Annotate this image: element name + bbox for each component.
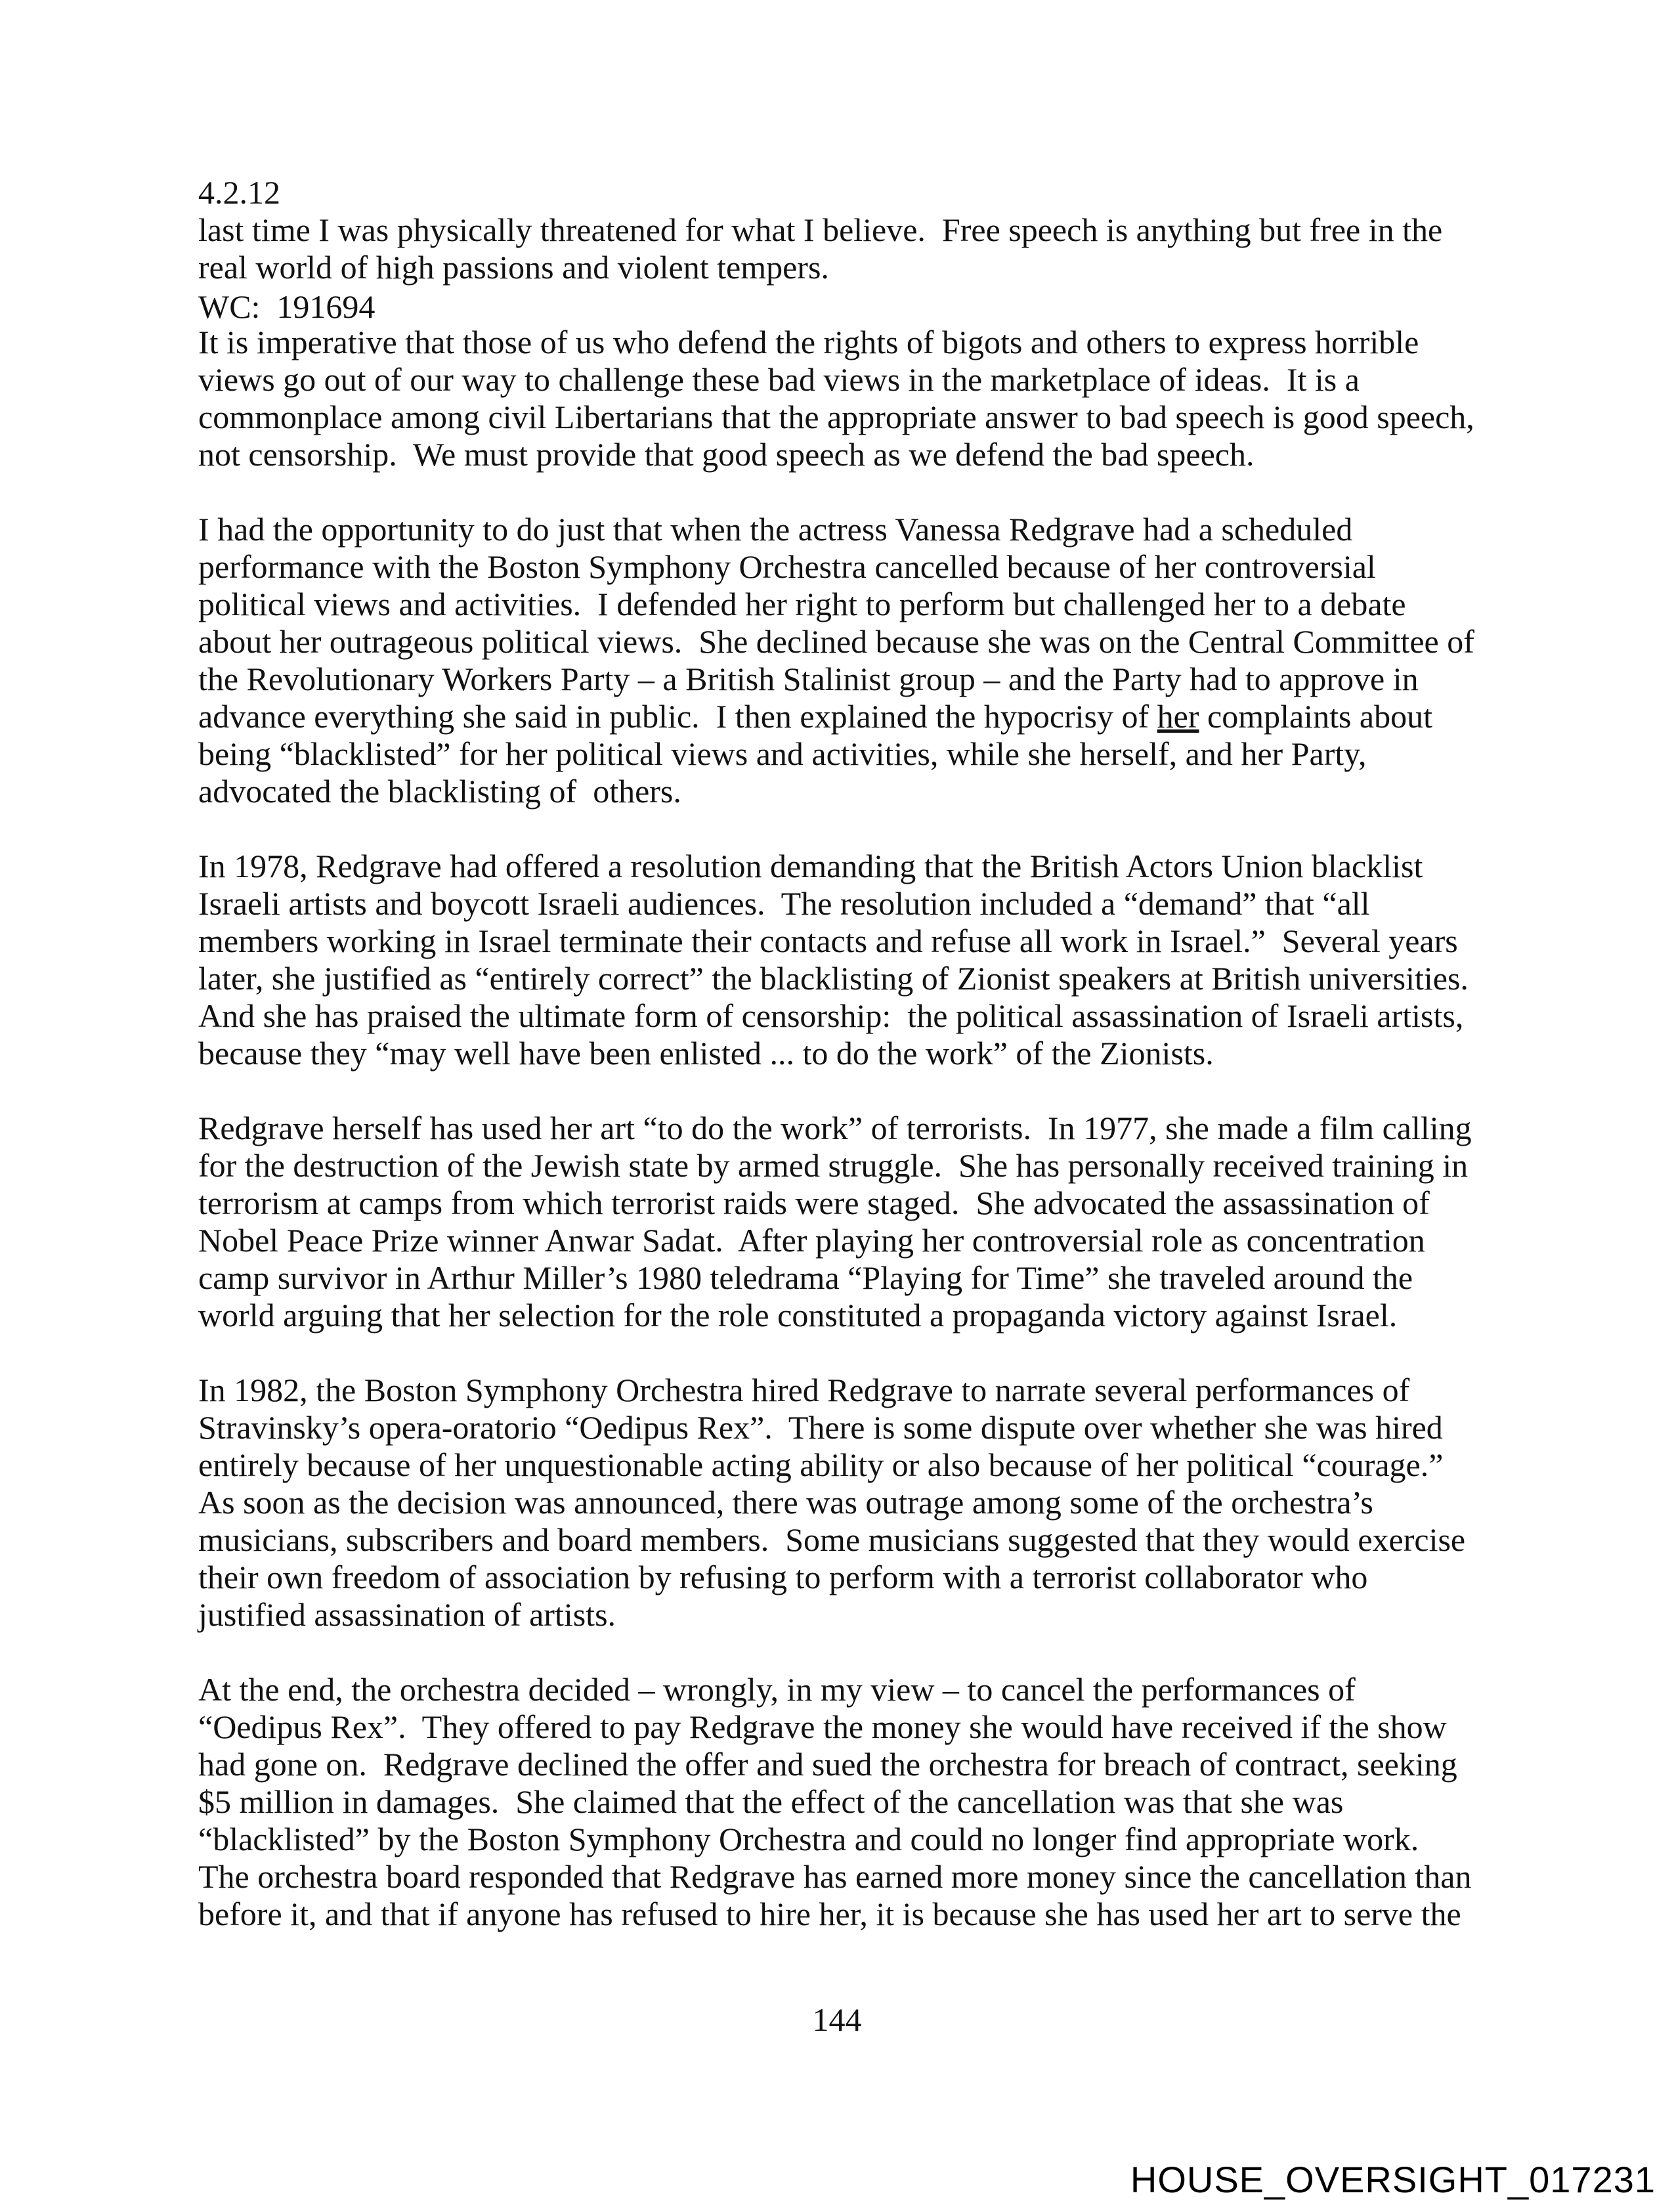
text-run: At the end, the orchestra decided – wrongly, in my view – to cancel the performances of “Oedipus Rex”. They offered to pay Redgrave the money she would have received if the show had gone on. Redgrave declined the offer and sued the orchestra for breach of contract, seeking $5 million in damages. She claimed that the effect of the cancellation was that she was “blacklisted” by the Boston Symphony Orchestra and could no longer find appropriate work. The orchestra board responded that Redgrave has earned more money since the cancellation than before it, and that if anyone has refused to hire her, it is because she has used her art to serve the: [198, 1671, 1480, 1932]
paragraph: [198, 324, 1482, 473]
header-word-count: WC: 191694: [198, 288, 376, 325]
text-run: In 1982, the Boston Symphony Orchestra hired Redgrave to narrate several performances of Stravinsky’s opera-oratorio “Oedipus Rex”. There is some dispute over whether she was hired entirely because of her unquestionable acting ability or also because of her political “courage.” As soon as the decision was announced, there was outrage among some of the orchestra’s musicians, subscribers and board members. Some musicians suggested that they would exercise their own freedom of association by refusing to perform with a terrorist collaborator who justified assassination of artists.: [198, 1372, 1474, 1633]
paragraph: [198, 848, 1482, 1072]
document-body: [198, 211, 1482, 1933]
paragraph: [198, 211, 1482, 286]
text-run: I had the opportunity to do just that when the actress Vanessa Redgrave had a scheduled performance with the Boston Symphony Orchestra cancelled because of her controversial political views and activities. I defended her right to perform but challenged her to a debate about her outrageous political views. She declined because she was on the Central Committee of the Revolutionary Workers Party – a British Stalinist group – and the Party had to approve in advance everything she said in public. I then explained the hypocrisy of: [198, 511, 1483, 735]
text-run: complaints about being “blacklisted” for her political views and activities, while she herself, and her Party, advocated the blacklisting of others.: [198, 698, 1441, 810]
text-run: Redgrave herself has used her art “to do the work” of terrorists. In 1977, she made a film calling for the destruction of the Jewish state by armed struggle. She has personally received training in terrorism at camps from which terrorist raids were staged. She advocated the assassination of Nobel Peace Prize winner Anwar Sadat. After playing her controversial role as concentration camp survivor in Arthur Miller’s 1980 teledrama “Playing for Time” she traveled around the world arguing that her selection for the role constituted a propaganda victory against Israel.: [198, 1110, 1480, 1334]
text-run: In 1978, Redgrave had offered a resolution demanding that the British Actors Union blacklist Israeli artists and boycott Israeli audiences. The resolution included a “demand” that “all members working in Israel terminate their contacts and refuse all work in Israel.” Several years later, she justified as “entirely correct” the blacklisting of Zionist speakers at British universities. And she has praised the ultimate form of censorship: the political assassination of Israeli artists, because they “may well have been enlisted ... to do the work” of the Zionists.: [198, 848, 1484, 1072]
bates-stamp: HOUSE_OVERSIGHT_017231: [1130, 2159, 1656, 2200]
paragraph: [198, 1110, 1482, 1334]
paragraph: [198, 1372, 1482, 1634]
underlined-text: her: [1157, 698, 1199, 735]
paragraph: [198, 1671, 1482, 1933]
paragraph: [198, 511, 1482, 810]
text-run: It is imperative that those of us who defend the rights of bigots and others to express horrible views go out of our way to challenge these bad views in the marketplace of ideas. It is a commonplace among civil Libertarians that the appropriate answer to bad speech is good speech, not censorship. We must provide that good speech as we defend the bad speech.: [198, 324, 1483, 473]
header-date: 4.2.12: [198, 174, 280, 211]
text-run: last time I was physically threatened for what I believe. Free speech is anything but free in the real world of high passions and violent tempers.: [198, 211, 1451, 286]
page-number: 144: [812, 2001, 862, 2038]
